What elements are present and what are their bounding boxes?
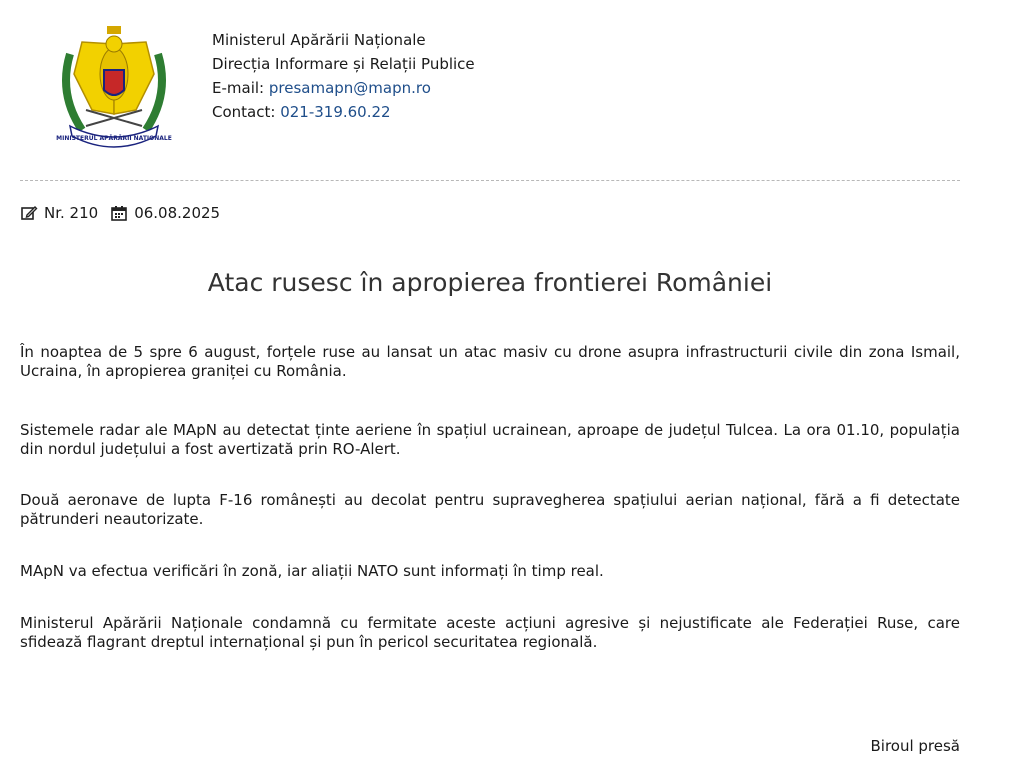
contact-block: [212, 28, 475, 124]
contact-line: [212, 100, 475, 124]
logo-banner-text: MINISTERUL APĂRĂRII NAȚIONALE: [56, 135, 172, 142]
contact-phone[interactable]: 021-319.60.22: [280, 103, 391, 121]
email-link[interactable]: presamapn@mapn.ro: [268, 79, 431, 97]
page-header: [0, 0, 1022, 180]
department-name: Direcția Informare și Relații Publice: [212, 55, 475, 73]
email-label: E-mail:: [212, 79, 269, 97]
article-title: Atac rusesc în apropierea frontierei României: [207, 268, 773, 297]
article-paragraph: MApN va efectua verificări în zonă, iar aliații NATO sunt informați în timp real.: [20, 562, 604, 580]
article-paragraph: Sistemele radar ale MApN au detectat ținte aeriene în spațiul ucrainean, aproape de județul Tulcea. La ora 01.10, populația din nordul județului a fost avertizată prin RO-Alert.: [20, 421, 960, 458]
edit-icon: [20, 204, 38, 222]
contact-label: Contact:: [212, 103, 281, 121]
article-paragraph: Ministerul Apărării Naționale condamnă cu fermitate aceste acțiuni agresive și nejustificate ale Federației Ruse, care sfidează flagrant dreptul internațional și pun în pericol securitatea regională.: [20, 614, 960, 651]
release-date: 06.08.2025: [134, 204, 221, 222]
ministry-name: Ministerul Apărării Naționale: [212, 31, 426, 49]
release-number: Nr. 210: [44, 204, 99, 222]
article-paragraph: Două aeronave de lupta F-16 românești au decolat pentru supravegherea spațiului aerian național, fără a fi detectate pătrunderi neautorizate.: [20, 491, 960, 528]
signature: Biroul presă: [870, 737, 960, 755]
email-line: [212, 76, 475, 100]
ministry-coat-of-arms-logo: [52, 14, 176, 160]
calendar-icon: [110, 204, 128, 222]
header-divider: [20, 180, 960, 181]
article-paragraph: În noaptea de 5 spre 6 august, forțele ruse au lansat un atac masiv cu drone asupra infrastructurii civile din zona Ismail, Ucraina, în apropierea graniței cu România.: [20, 343, 960, 380]
release-meta: [20, 204, 220, 222]
